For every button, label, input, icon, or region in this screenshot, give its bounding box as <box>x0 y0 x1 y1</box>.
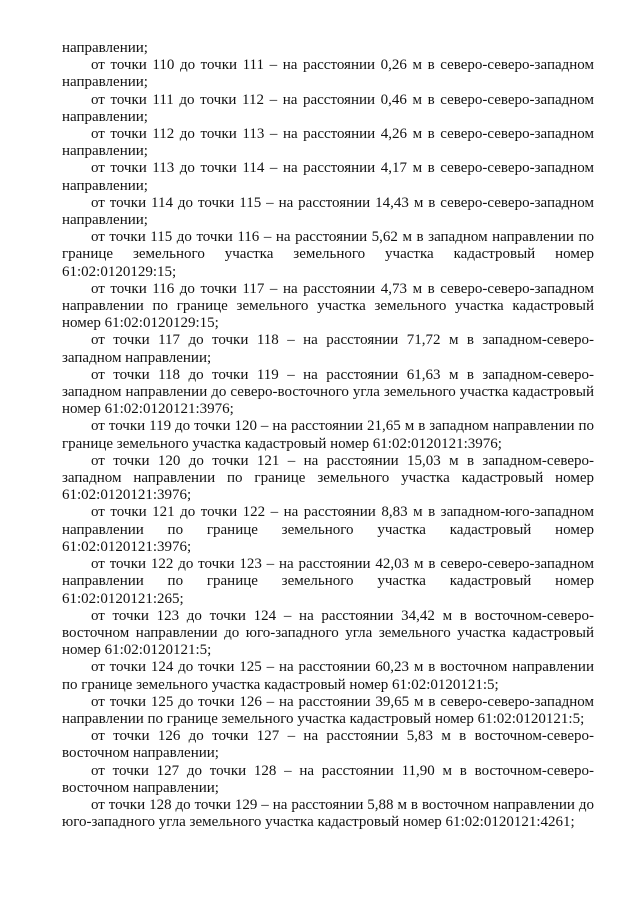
document-body <box>62 40 594 831</box>
paragraph-segment-127-128: от точки 127 до точки 128 – на расстоянии 11,90 м в восточном-северо-восточном направлении; <box>62 762 594 796</box>
paragraph-segment-126-127: от точки 126 до точки 127 – на расстоянии 5,83 м в восточном-северо-восточном направлении; <box>62 728 594 762</box>
paragraph-segment-110-111: от точки 110 до точки 111 – на расстоянии 0,26 м в северо-северо-западном направлении; <box>62 57 594 91</box>
paragraph-segment-117-118: от точки 117 до точки 118 – на расстоянии 71,72 м в западном-северо-западном направлении; <box>62 332 594 366</box>
paragraph-segment-121-122: от точки 121 до точки 122 – на расстоянии 8,83 м в западном-юго-западном направлении по границе земельного участка кадастровый номер 61:02:0120121:3976; <box>62 504 594 555</box>
paragraph-segment-118-119: от точки 118 до точки 119 – на расстоянии 61,63 м в западном-северо-западном направлении до северо-восточного угла земельного участка кадастровый номер 61:02:0120121:3976; <box>62 366 594 418</box>
paragraph-segment-128-129: от точки 128 до точки 129 – на расстоянии 5,88 м в восточном направлении до юго-западного угла земельного участка кадастровый номер 61:02:0120121:4261; <box>62 796 594 831</box>
paragraph-segment-113-114: от точки 113 до точки 114 – на расстоянии 4,17 м в северо-северо-западном направлении; <box>62 160 594 194</box>
paragraph-segment-114-115: от точки 114 до точки 115 – на расстоянии 14,43 м в северо-северо-западном направлении; <box>62 194 594 229</box>
paragraph-segment-116-117: от точки 116 до точки 117 – на расстоянии 4,73 м в северо-северо-западном направлении по границе земельного участка земельного участка кадастровый номер 61:02:0120129:15; <box>62 280 594 332</box>
paragraph-segment-112-113: от точки 112 до точки 113 – на расстоянии 4,26 м в северо-северо-западном направлении; <box>62 126 594 160</box>
paragraph-segment-111-112: от точки 111 до точки 112 – на расстоянии 0,46 м в северо-северо-западном направлении; <box>62 91 594 125</box>
paragraph-segment-120-121: от точки 120 до точки 121 – на расстоянии 15,03 м в западном-северо-западном направлении по границе земельного участка кадастровый номер 61:02:0120121:3976; <box>62 452 594 504</box>
paragraph-segment-115-116: от точки 115 до точки 116 – на расстоянии 5,62 м в западном направлении по границе земельного участка земельного участка кадастровый номер 61:02:0120129:15; <box>62 229 594 280</box>
paragraph-segment-123-124: от точки 123 до точки 124 – на расстоянии 34,42 м в восточном-северо-восточном направлении до юго-западного угла земельного участка кадастровый номер 61:02:0120121:5; <box>62 607 594 659</box>
paragraph-continuation: направлении; <box>62 40 148 56</box>
paragraph-segment-122-123: от точки 122 до точки 123 – на расстоянии 42,03 м в северо-северо-западном направлении по границе земельного участка кадастровый номер 61:02:0120121:265; <box>62 556 594 607</box>
paragraph-segment-119-120: от точки 119 до точки 120 – на расстоянии 21,65 м в западном направлении по границе земельного участка кадастровый номер 61:02:0120121:3976; <box>62 418 594 452</box>
paragraph-segment-125-126: от точки 125 до точки 126 – на расстоянии 39,65 м в северо-северо-западном направлении по границе земельного участка кадастровый номер 61:02:0120121:5; <box>62 693 594 727</box>
paragraph-segment-124-125: от точки 124 до точки 125 – на расстоянии 60,23 м в восточном направлении по границе земельного участка кадастровый номер 61:02:0120121:5; <box>62 659 594 693</box>
